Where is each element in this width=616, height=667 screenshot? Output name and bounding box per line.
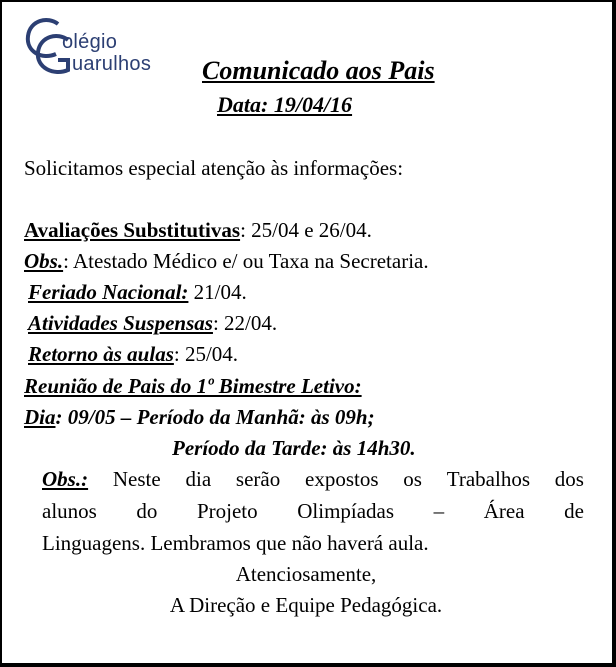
retorno-value: : 25/04. <box>173 342 239 366</box>
obs2-word: Olimpíadas <box>297 499 395 523</box>
page-title: Comunicado aos Pais <box>202 56 435 85</box>
retorno-line <box>28 342 238 366</box>
intro-text: Solicitamos especial atenção às informações: <box>24 156 404 180</box>
retorno-label: Retorno às aulas <box>28 342 174 366</box>
obs2-line3: Linguagens. Lembramos que não haverá aula. <box>42 531 429 555</box>
obs2-word: dia <box>185 467 212 491</box>
closing-regards: Atenciosamente, <box>235 562 377 586</box>
tarde-line: Período da Tarde: às 14h30. <box>172 436 416 460</box>
school-logo <box>24 14 184 82</box>
avaliacoes-label: Avaliações Substitutivas <box>24 218 241 242</box>
obs2-word: alunos <box>42 499 97 523</box>
obs2-word: Projeto <box>196 499 258 523</box>
logo-text-line1: olégio <box>62 31 118 53</box>
obs2-line1 <box>42 467 584 491</box>
obs1-value: : Atestado Médico e/ ou Taxa na Secretaria. <box>63 249 429 273</box>
closing-signature: A Direção e Equipe Pedagógica. <box>169 593 443 617</box>
dia-line <box>24 405 375 429</box>
reuniao-title: Reunião de Pais do 1º Bimestre Letivo: <box>24 374 362 398</box>
obs2-line2 <box>42 499 584 523</box>
obs2-word: serão <box>235 467 281 491</box>
obs2-word: dos <box>554 467 584 491</box>
atividades-line <box>28 311 277 335</box>
dia-value: : 09/05 – Período da Manhã: às 09h; <box>55 405 375 429</box>
atividades-label: Atividades Suspensas <box>28 311 213 335</box>
obs1-label: Obs. <box>24 249 64 273</box>
obs2-word: do <box>136 499 158 523</box>
obs2-word: – <box>433 499 445 523</box>
obs2-word: os <box>403 467 422 491</box>
avaliacoes-value: : 25/04 e 26/04. <box>240 218 372 242</box>
logo-text-line2: uarulhos <box>72 53 152 75</box>
obs2-word: Neste <box>112 467 161 491</box>
obs2-label: Obs.: <box>42 467 89 491</box>
atividades-value: : 22/04. <box>212 311 278 335</box>
obs2-word: de <box>564 499 584 523</box>
avaliacoes-line <box>24 218 372 242</box>
feriado-label: Feriado Nacional: <box>28 280 189 304</box>
obs2-word: expostos <box>305 467 379 491</box>
dia-label: Dia <box>24 405 56 429</box>
feriado-value: 21/04. <box>188 280 247 304</box>
feriado-line <box>28 280 247 304</box>
obs2-word: Área <box>483 499 525 523</box>
obs1-line <box>24 249 429 273</box>
notice-date: Data: 19/04/16 <box>217 92 353 117</box>
obs2-word: Trabalhos <box>446 467 530 491</box>
